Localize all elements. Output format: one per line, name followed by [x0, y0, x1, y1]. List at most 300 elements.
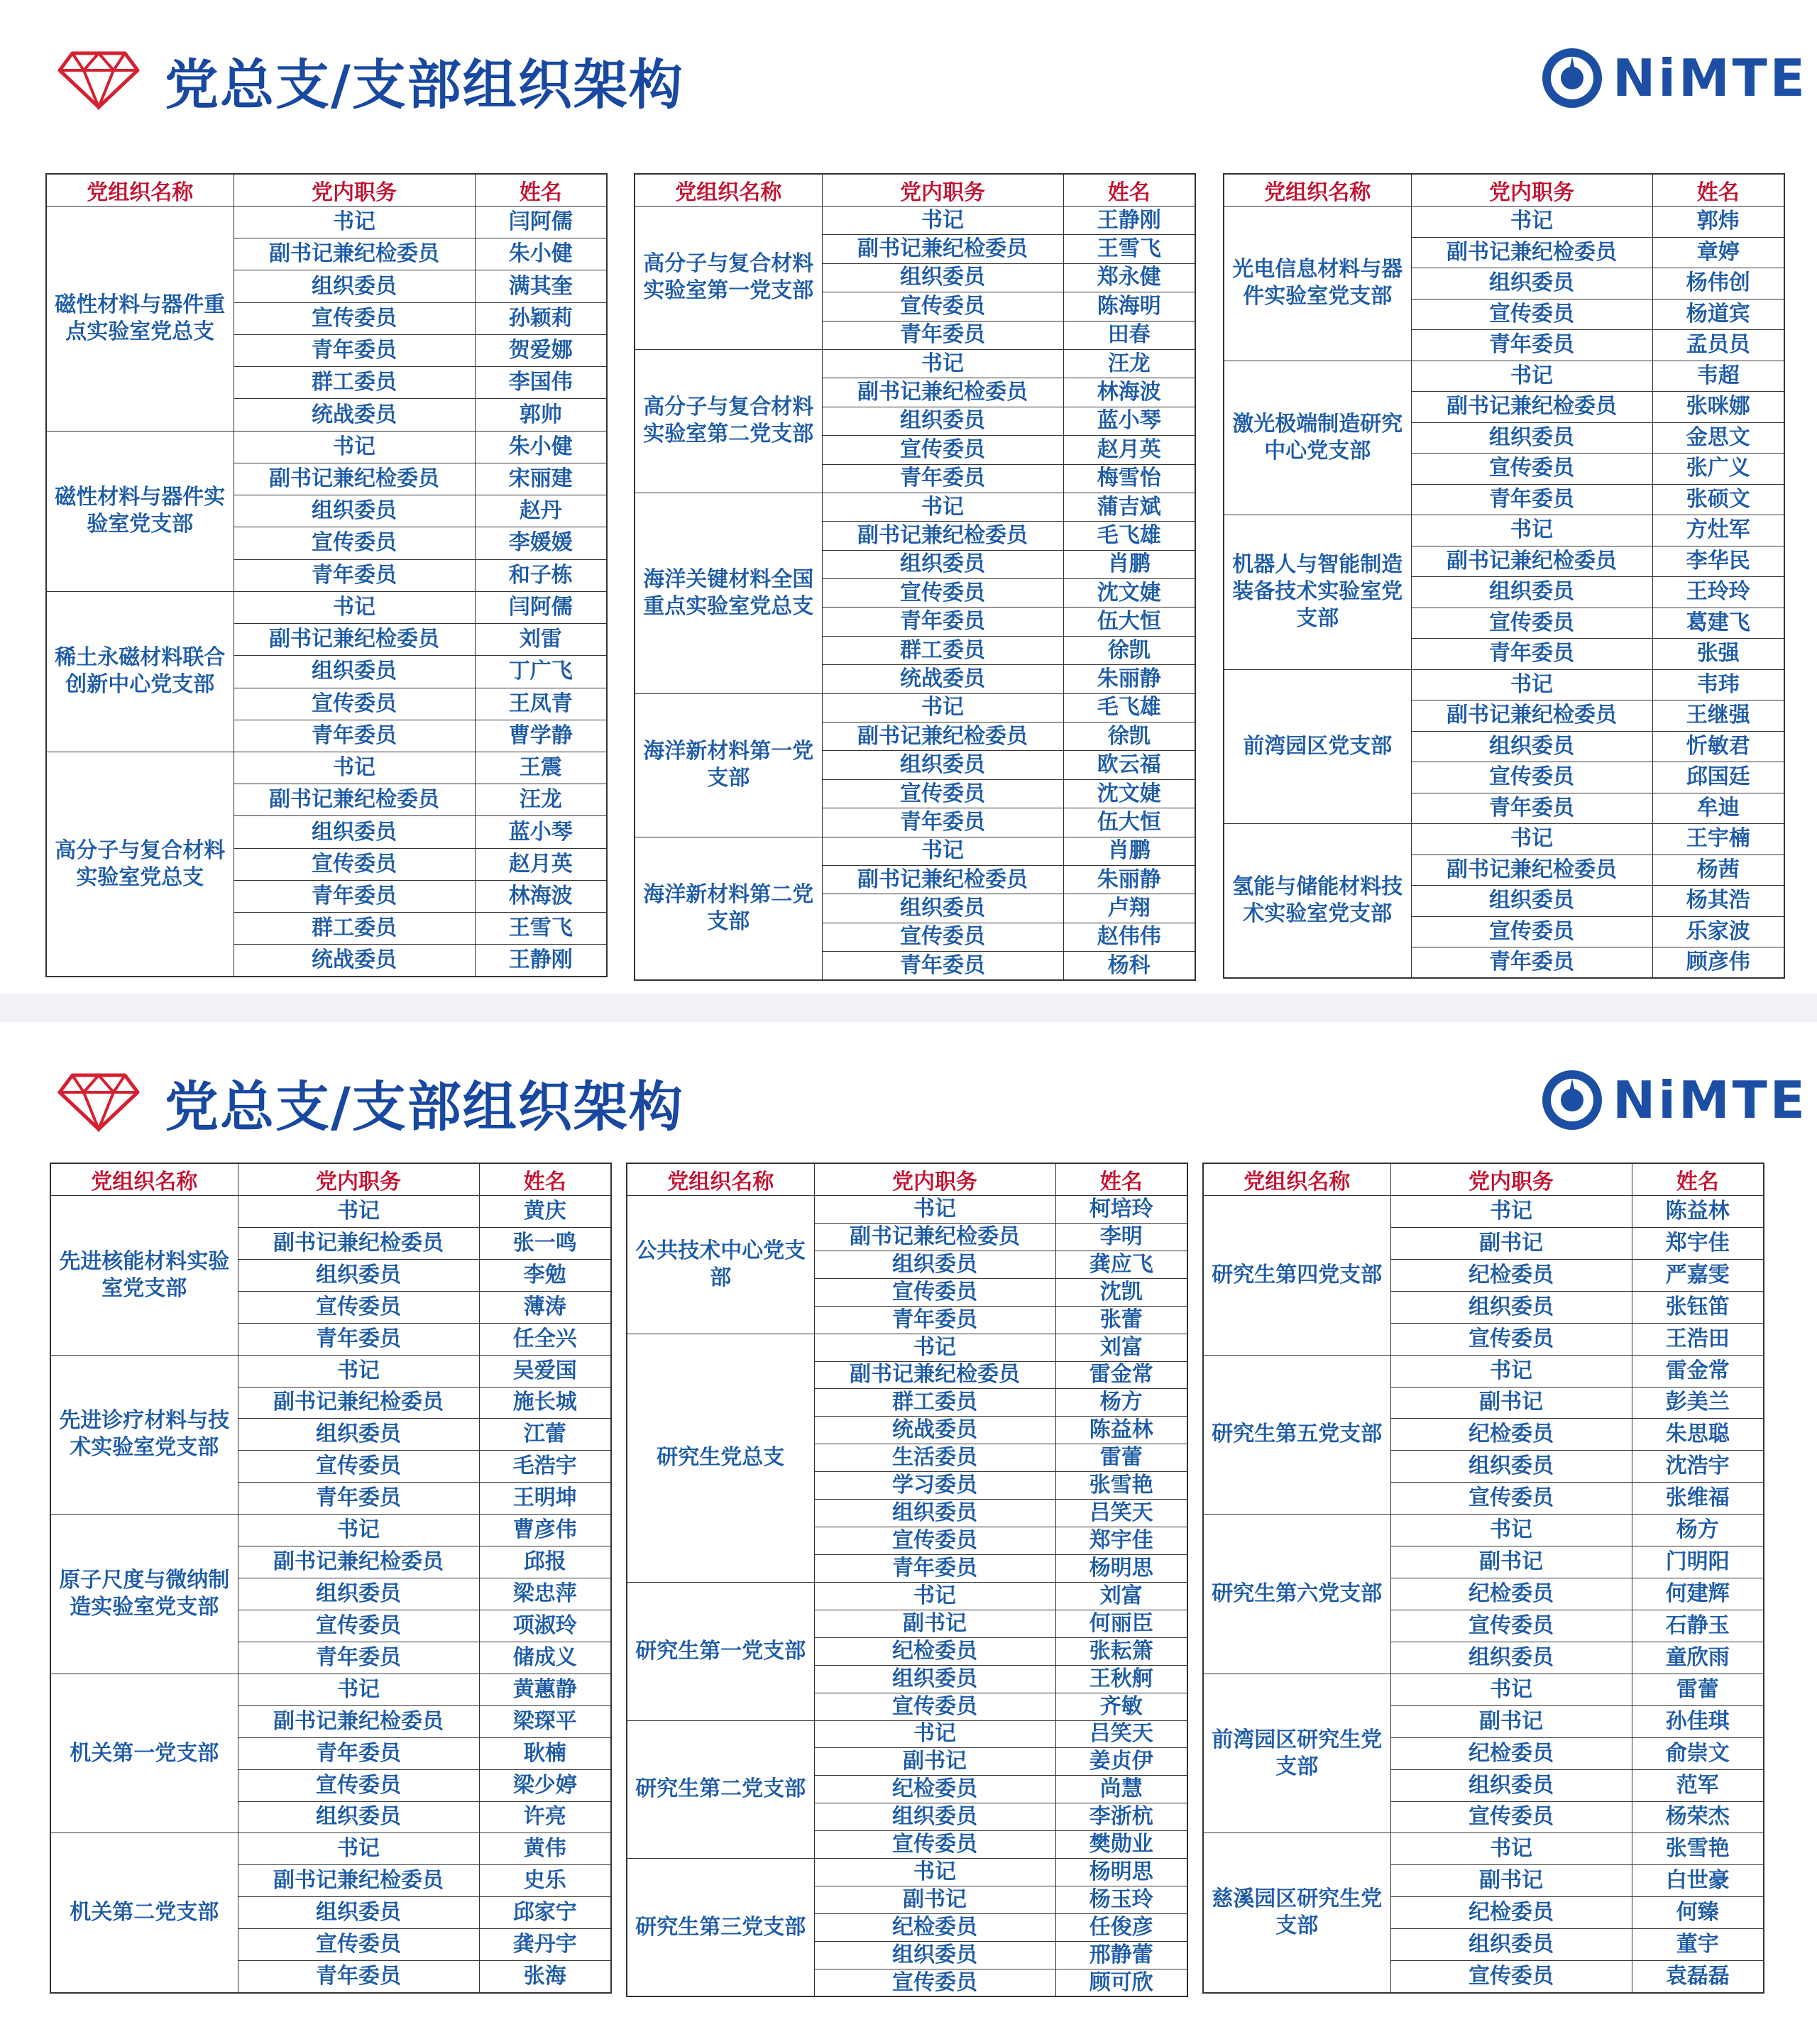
name-cell: 徐凯 [1063, 636, 1195, 664]
table-row [1203, 1833, 1764, 1865]
name-cell: 欧云福 [1063, 751, 1195, 779]
org-name-cell: 慈溪园区研究生党支部 [1203, 1833, 1390, 1993]
role-cell: 书记 [238, 1515, 479, 1546]
name-cell: 李明 [1055, 1223, 1187, 1251]
role-cell: 书记 [814, 1859, 1055, 1886]
name-cell: 田春 [1063, 321, 1195, 349]
role-cell: 书记 [814, 1720, 1055, 1748]
name-cell: 黄蕙静 [479, 1674, 611, 1705]
role-cell: 组织委员 [238, 1259, 479, 1291]
role-cell: 宣传委员 [822, 923, 1063, 951]
org-table [50, 1163, 612, 1994]
role-cell: 宣传委员 [1411, 454, 1652, 485]
name-cell: 杨明思 [1055, 1859, 1187, 1886]
name-cell: 梁琛平 [479, 1705, 611, 1737]
role-cell: 纪检委员 [814, 1637, 1055, 1665]
column-header-name: 姓名 [1055, 1163, 1187, 1196]
role-cell: 书记 [238, 1355, 479, 1387]
role-cell: 副书记 [814, 1748, 1055, 1776]
role-cell: 宣传委员 [238, 1769, 479, 1801]
name-cell: 吕笑天 [1055, 1500, 1187, 1527]
name-cell: 范军 [1632, 1769, 1764, 1801]
name-cell: 徐凯 [1063, 722, 1195, 751]
column-header-role: 党内职务 [822, 174, 1063, 207]
role-cell: 青年委员 [238, 1323, 479, 1355]
table-row [1203, 1355, 1764, 1387]
name-cell: 闫阿儒 [475, 591, 607, 623]
org-name-cell: 公共技术中心党支部 [627, 1196, 814, 1334]
role-cell: 纪检委员 [814, 1913, 1055, 1941]
role-cell: 青年委员 [238, 1961, 479, 1993]
role-cell: 书记 [822, 837, 1063, 865]
name-cell: 任全兴 [479, 1323, 611, 1355]
table-row [1224, 515, 1784, 546]
name-cell: 闫阿儒 [475, 207, 607, 238]
org-name-cell: 光电信息材料与器件实验室党支部 [1224, 207, 1411, 361]
role-cell: 副书记 [1390, 1387, 1632, 1419]
name-cell: 韦玮 [1652, 669, 1784, 700]
org-name-cell: 机关第二党支部 [50, 1833, 238, 1993]
name-cell: 顾可欣 [1055, 1969, 1187, 1996]
name-cell: 王凤青 [475, 688, 607, 720]
name-cell: 邱家宁 [479, 1897, 611, 1929]
name-cell: 施长城 [479, 1387, 611, 1419]
role-cell: 宣传委员 [1390, 1610, 1632, 1642]
role-cell: 书记 [238, 1833, 479, 1865]
name-cell: 王秋舸 [1055, 1665, 1187, 1693]
name-cell: 储成义 [479, 1642, 611, 1674]
name-cell: 杨方 [1055, 1389, 1187, 1417]
name-cell: 杨道宾 [1652, 299, 1784, 330]
role-cell: 宣传委员 [1390, 1483, 1632, 1515]
column-header-name: 姓名 [475, 174, 607, 207]
role-cell: 宣传委员 [814, 1831, 1055, 1859]
column-header-org: 党组织名称 [50, 1163, 238, 1196]
role-cell: 副书记兼纪检委员 [814, 1223, 1055, 1251]
name-cell: 王明坤 [479, 1483, 611, 1515]
org-name-cell: 研究生第六党支部 [1203, 1515, 1390, 1674]
name-cell: 郭帅 [475, 399, 607, 431]
name-cell: 刘雷 [475, 624, 607, 656]
role-cell: 组织委员 [1390, 1642, 1632, 1674]
page-title: 党总支/支部组织架构 [165, 53, 684, 116]
org-name-cell: 稀土永磁材料联合创新中心党支部 [46, 591, 234, 752]
table-row [1224, 361, 1784, 392]
role-cell: 青年委员 [1411, 484, 1652, 515]
column-header-name: 姓名 [479, 1163, 611, 1196]
name-cell: 何建辉 [1632, 1578, 1764, 1610]
role-cell: 书记 [822, 493, 1063, 521]
role-cell: 副书记 [814, 1610, 1055, 1637]
name-cell: 沈凯 [1055, 1278, 1187, 1306]
org-name-cell: 研究生第五党支部 [1203, 1355, 1390, 1515]
name-cell: 毛飞雄 [1063, 693, 1195, 722]
name-cell: 孙颖莉 [475, 302, 607, 334]
name-cell: 吕笑天 [1055, 1720, 1187, 1748]
org-name-cell: 海洋新材料第二党支部 [635, 837, 822, 980]
table-row [50, 1515, 611, 1546]
role-cell: 宣传委员 [234, 527, 475, 559]
name-cell: 伍大恒 [1063, 608, 1195, 636]
role-cell: 副书记 [1390, 1227, 1632, 1259]
table-row [46, 752, 607, 784]
org-name-cell: 前湾园区研究生党支部 [1203, 1674, 1390, 1833]
header-row [50, 1163, 611, 1196]
name-cell: 耿楠 [479, 1737, 611, 1769]
table-row [46, 431, 607, 463]
role-cell: 书记 [1390, 1515, 1632, 1546]
role-cell: 青年委员 [1411, 947, 1652, 979]
role-cell: 副书记兼纪检委员 [238, 1705, 479, 1737]
name-cell: 杨玉玲 [1055, 1886, 1187, 1914]
org-name-cell: 研究生第三党支部 [627, 1859, 814, 1997]
name-cell: 张强 [1652, 639, 1784, 670]
name-cell: 杨荣杰 [1632, 1801, 1764, 1833]
name-cell: 张咪娜 [1652, 392, 1784, 423]
role-cell: 统战委员 [234, 945, 475, 977]
name-cell: 赵伟伟 [1063, 923, 1195, 951]
name-cell: 王浩田 [1632, 1323, 1764, 1355]
name-cell: 赵丹 [475, 495, 607, 527]
name-cell: 彭美兰 [1632, 1387, 1764, 1419]
role-cell: 组织委员 [1390, 1769, 1632, 1801]
name-cell: 韦超 [1652, 361, 1784, 392]
role-cell: 书记 [1411, 824, 1652, 855]
role-cell: 纪检委员 [814, 1776, 1055, 1803]
header-row [627, 1163, 1187, 1196]
org-name-cell: 高分子与复合材料实验室第一党支部 [635, 207, 822, 350]
role-cell: 副书记 [1390, 1546, 1632, 1578]
name-cell: 方灶军 [1652, 515, 1784, 546]
name-cell: 宋丽建 [475, 463, 607, 495]
name-cell: 伍大恒 [1063, 808, 1195, 837]
role-cell: 副书记兼纪检委员 [234, 624, 475, 656]
header-row [46, 174, 607, 207]
role-cell: 副书记兼纪检委员 [822, 522, 1063, 550]
name-cell: 刘富 [1055, 1582, 1187, 1610]
name-cell: 郭炜 [1652, 207, 1784, 238]
org-name-cell: 研究生第一党支部 [627, 1582, 814, 1720]
name-cell: 林海波 [1063, 378, 1195, 407]
name-cell: 薄涛 [479, 1291, 611, 1323]
role-cell: 副书记兼纪检委员 [822, 235, 1063, 263]
name-cell: 沈浩宇 [1632, 1451, 1764, 1483]
table-row [627, 1720, 1187, 1748]
name-cell: 孟员员 [1652, 330, 1784, 361]
role-cell: 青年委员 [238, 1737, 479, 1769]
role-cell: 青年委员 [814, 1306, 1055, 1334]
name-cell: 雷蕾 [1055, 1444, 1187, 1472]
org-name-cell: 激光极端制造研究中心党支部 [1224, 361, 1411, 515]
role-cell: 组织委员 [1390, 1451, 1632, 1483]
role-cell: 宣传委员 [814, 1693, 1055, 1720]
role-cell: 青年委员 [238, 1642, 479, 1674]
role-cell: 纪检委员 [1390, 1897, 1632, 1929]
role-cell: 组织委员 [814, 1941, 1055, 1969]
role-cell: 宣传委员 [238, 1451, 479, 1483]
name-cell: 何臻 [1632, 1897, 1764, 1929]
role-cell: 组织委员 [1390, 1929, 1632, 1961]
org-name-cell: 原子尺度与微纳制造实验室党支部 [50, 1515, 238, 1674]
role-cell: 青年委员 [822, 952, 1063, 980]
role-cell: 宣传委员 [234, 302, 475, 334]
table-row [635, 493, 1195, 521]
org-name-cell: 先进诊疗材料与技术实验室党支部 [50, 1355, 238, 1515]
name-cell: 李浙杭 [1055, 1803, 1187, 1831]
role-cell: 宣传委员 [1411, 608, 1652, 639]
diamond-icon [57, 1072, 141, 1132]
role-cell: 副书记兼纪检委员 [234, 238, 475, 270]
name-cell: 王静刚 [1063, 207, 1195, 235]
name-cell: 童欣雨 [1632, 1642, 1764, 1674]
role-cell: 书记 [814, 1334, 1055, 1361]
role-cell: 组织委员 [1390, 1291, 1632, 1323]
org-name-cell: 前湾园区党支部 [1224, 669, 1411, 824]
role-cell: 副书记兼纪检委员 [238, 1865, 479, 1897]
name-cell: 邱国廷 [1652, 762, 1784, 793]
title-row [57, 1063, 684, 1141]
name-cell: 丁广飞 [475, 656, 607, 688]
role-cell: 青年委员 [1411, 793, 1652, 824]
column-header-org: 党组织名称 [627, 1163, 814, 1196]
role-cell: 宣传委员 [238, 1291, 479, 1323]
role-cell: 组织委员 [238, 1897, 479, 1929]
name-cell: 孙佳琪 [1632, 1705, 1764, 1737]
role-cell: 青年委员 [822, 608, 1063, 636]
name-cell: 张硕文 [1652, 484, 1784, 515]
org-name-cell: 研究生第四党支部 [1203, 1196, 1390, 1356]
role-cell: 组织委员 [238, 1801, 479, 1833]
role-cell: 统战委员 [822, 665, 1063, 693]
org-table [1223, 173, 1785, 979]
role-cell: 学习委员 [814, 1472, 1055, 1500]
nimte-logo [1540, 43, 1808, 114]
name-cell: 李国伟 [475, 367, 607, 399]
name-cell: 何丽臣 [1055, 1610, 1187, 1637]
name-cell: 毛浩宇 [479, 1451, 611, 1483]
table-row [635, 693, 1195, 722]
logo-text: NiMTE [1613, 1070, 1808, 1130]
name-cell: 王雪飞 [1063, 235, 1195, 263]
role-cell: 组织委员 [1411, 268, 1652, 300]
role-cell: 纪检委员 [1390, 1419, 1632, 1451]
org-name-cell: 氢能与储能材料技术实验室党支部 [1224, 824, 1411, 979]
name-cell: 朱丽静 [1063, 865, 1195, 894]
table-row [1203, 1515, 1764, 1546]
name-cell: 沈文婕 [1063, 579, 1195, 608]
name-cell: 曹学静 [475, 720, 607, 752]
table-row [635, 207, 1195, 235]
role-cell: 组织委员 [234, 495, 475, 527]
name-cell: 章婷 [1652, 237, 1784, 268]
column-header-role: 党内职务 [234, 174, 475, 207]
role-cell: 书记 [1411, 515, 1652, 546]
name-cell: 龚丹宇 [479, 1929, 611, 1961]
name-cell: 林海波 [475, 880, 607, 912]
column-header-role: 党内职务 [814, 1163, 1055, 1196]
role-cell: 青年委员 [238, 1483, 479, 1515]
name-cell: 汪龙 [1063, 349, 1195, 378]
header-row [635, 174, 1195, 207]
role-cell: 青年委员 [234, 880, 475, 912]
name-cell: 齐敏 [1055, 1693, 1187, 1720]
column-header-role: 党内职务 [1411, 174, 1652, 207]
table-row [50, 1674, 611, 1705]
name-cell: 杨科 [1063, 952, 1195, 980]
role-cell: 宣传委员 [1390, 1801, 1632, 1833]
role-cell: 青年委员 [822, 808, 1063, 837]
column-header-org: 党组织名称 [1203, 1163, 1390, 1196]
role-cell: 副书记兼纪检委员 [238, 1227, 479, 1259]
slide-2 [0, 1022, 1817, 2044]
org-name-cell: 海洋关键材料全国重点实验室党总支 [635, 493, 822, 693]
role-cell: 组织委员 [238, 1578, 479, 1610]
name-cell: 袁磊磊 [1632, 1961, 1764, 1993]
name-cell: 门明阳 [1632, 1546, 1764, 1578]
name-cell: 柯培玲 [1055, 1196, 1187, 1224]
role-cell: 宣传委员 [1411, 916, 1652, 947]
name-cell: 王玲玲 [1652, 577, 1784, 608]
role-cell: 组织委员 [1411, 577, 1652, 608]
table-row [627, 1859, 1187, 1886]
table-row [1203, 1196, 1764, 1228]
name-cell: 朱丽静 [1063, 665, 1195, 693]
name-cell: 梅雪怡 [1063, 464, 1195, 493]
role-cell: 书记 [822, 349, 1063, 378]
name-cell: 梁少婷 [479, 1769, 611, 1801]
name-cell: 贺爱娜 [475, 334, 607, 366]
role-cell: 副书记 [814, 1886, 1055, 1914]
name-cell: 赵月英 [475, 848, 607, 880]
role-cell: 副书记兼纪检委员 [822, 378, 1063, 407]
role-cell: 青年委员 [822, 321, 1063, 349]
name-cell: 杨明思 [1055, 1554, 1187, 1582]
role-cell: 副书记兼纪检委员 [1411, 855, 1652, 886]
org-table [45, 173, 608, 977]
role-cell: 书记 [1390, 1674, 1632, 1705]
role-cell: 副书记兼纪检委员 [1411, 546, 1652, 577]
logo-emblem-icon [1540, 1068, 1604, 1132]
name-cell: 雷金常 [1055, 1361, 1187, 1389]
role-cell: 组织委员 [234, 656, 475, 688]
name-cell: 樊勋业 [1055, 1831, 1187, 1859]
role-cell: 书记 [1411, 207, 1652, 238]
role-cell: 宣传委员 [234, 848, 475, 880]
role-cell: 青年委员 [234, 559, 475, 591]
name-cell: 严嘉雯 [1632, 1259, 1764, 1291]
role-cell: 组织委员 [814, 1803, 1055, 1831]
name-cell: 李媛媛 [475, 527, 607, 559]
name-cell: 邢静蕾 [1055, 1941, 1187, 1969]
column-header-role: 党内职务 [1390, 1163, 1632, 1196]
name-cell: 江蕾 [479, 1419, 611, 1451]
name-cell: 姜贞伊 [1055, 1748, 1187, 1776]
org-name-cell: 磁性材料与器件实验室党支部 [46, 431, 234, 591]
role-cell: 群工委员 [814, 1389, 1055, 1417]
table-row [627, 1334, 1187, 1361]
role-cell: 统战委员 [814, 1417, 1055, 1444]
role-cell: 组织委员 [814, 1665, 1055, 1693]
page-title: 党总支/支部组织架构 [165, 1075, 684, 1138]
name-cell: 金思文 [1652, 422, 1784, 454]
column-header-org: 党组织名称 [46, 174, 234, 207]
title-row [57, 41, 684, 119]
org-name-cell: 机器人与智能制造装备技术实验室党支部 [1224, 515, 1411, 670]
name-cell: 杨方 [1632, 1515, 1764, 1546]
role-cell: 书记 [1390, 1355, 1632, 1387]
role-cell: 副书记兼纪检委员 [234, 784, 475, 816]
name-cell: 杨茜 [1652, 855, 1784, 886]
name-cell: 陈益林 [1632, 1196, 1764, 1228]
role-cell: 副书记 [1390, 1865, 1632, 1897]
role-cell: 书记 [234, 752, 475, 784]
header-row [1224, 174, 1784, 207]
org-name-cell: 机关第一党支部 [50, 1674, 238, 1833]
name-cell: 满其奎 [475, 270, 607, 302]
role-cell: 副书记兼纪检委员 [1411, 237, 1652, 268]
role-cell: 书记 [822, 207, 1063, 235]
name-cell: 郑永健 [1063, 263, 1195, 292]
table-row [1224, 669, 1784, 700]
name-cell: 汪龙 [475, 784, 607, 816]
role-cell: 副书记兼纪检委员 [234, 463, 475, 495]
name-cell: 张蕾 [1055, 1306, 1187, 1334]
role-cell: 书记 [238, 1674, 479, 1705]
role-cell: 副书记兼纪检委员 [238, 1546, 479, 1578]
name-cell: 项淑玲 [479, 1610, 611, 1642]
name-cell: 毛飞雄 [1063, 522, 1195, 550]
role-cell: 青年委员 [1411, 639, 1652, 670]
org-name-cell: 研究生第二党支部 [627, 1720, 814, 1859]
role-cell: 副书记兼纪检委员 [1411, 700, 1652, 732]
column-header-name: 姓名 [1652, 174, 1784, 207]
name-cell: 郑宇佳 [1055, 1527, 1187, 1555]
name-cell: 张雪艳 [1632, 1833, 1764, 1865]
role-cell: 书记 [238, 1196, 479, 1228]
role-cell: 副书记兼纪检委员 [1411, 392, 1652, 423]
name-cell: 任俊彦 [1055, 1913, 1187, 1941]
role-cell: 组织委员 [1411, 422, 1652, 454]
role-cell: 副书记兼纪检委员 [822, 722, 1063, 751]
role-cell: 组织委员 [234, 816, 475, 848]
org-name-cell: 高分子与复合材料实验室第二党支部 [635, 349, 822, 493]
role-cell: 青年委员 [814, 1554, 1055, 1582]
table-row [627, 1582, 1187, 1610]
role-cell: 青年委员 [822, 464, 1063, 493]
role-cell: 组织委员 [814, 1251, 1055, 1278]
role-cell: 组织委员 [814, 1500, 1055, 1527]
name-cell: 史乐 [479, 1865, 611, 1897]
role-cell: 组织委员 [822, 894, 1063, 923]
table-row [50, 1833, 611, 1865]
table-row [1203, 1674, 1764, 1705]
role-cell: 书记 [234, 431, 475, 463]
role-cell: 纪检委员 [1390, 1259, 1632, 1291]
role-cell: 宣传委员 [822, 779, 1063, 808]
role-cell: 组织委员 [822, 550, 1063, 578]
table-row [1224, 824, 1784, 855]
name-cell: 张广义 [1652, 454, 1784, 485]
role-cell: 宣传委员 [1411, 762, 1652, 793]
role-cell: 群工委员 [234, 367, 475, 399]
role-cell: 组织委员 [1411, 731, 1652, 762]
name-cell: 蓝小琴 [475, 816, 607, 848]
column-header-org: 党组织名称 [1224, 174, 1411, 207]
name-cell: 许亮 [479, 1801, 611, 1833]
table-row [50, 1196, 611, 1228]
role-cell: 群工委员 [822, 636, 1063, 664]
org-name-cell: 磁性材料与器件重点实验室党总支 [46, 207, 234, 432]
